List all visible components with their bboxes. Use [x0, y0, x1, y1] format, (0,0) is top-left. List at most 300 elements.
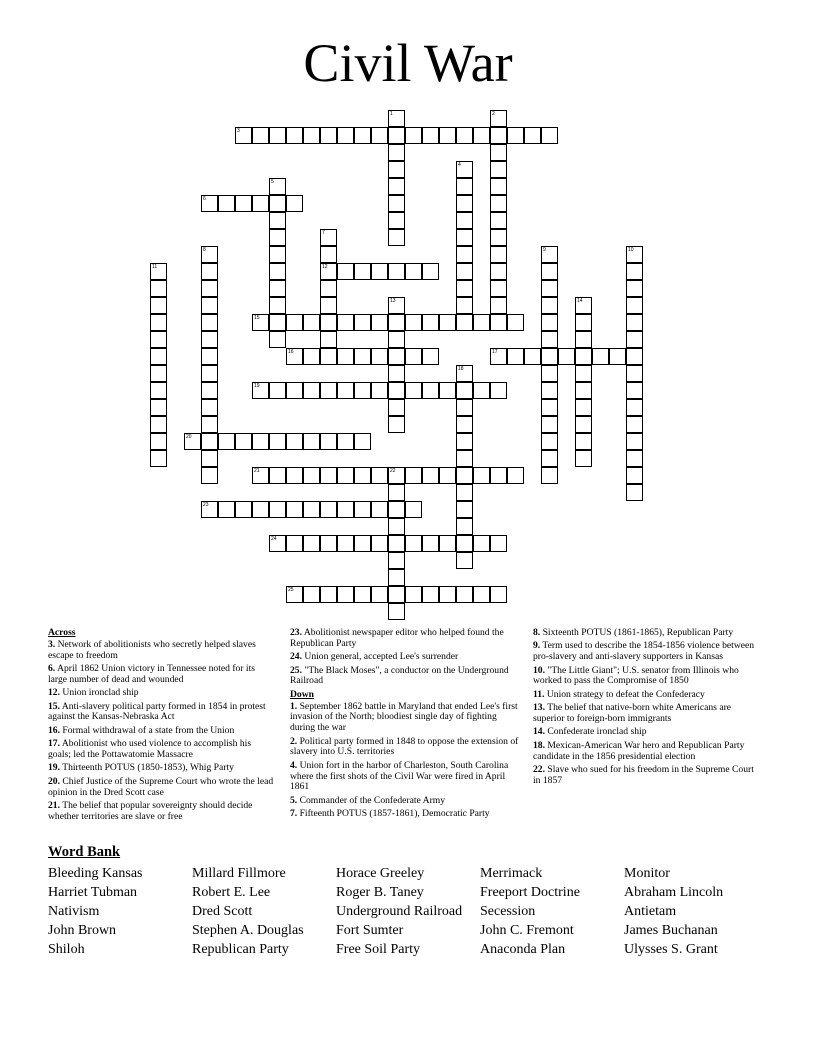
grid-cell[interactable]	[388, 399, 405, 416]
grid-cell[interactable]	[252, 433, 269, 450]
grid-cell[interactable]	[235, 127, 252, 144]
grid-cell[interactable]	[626, 382, 643, 399]
grid-cell[interactable]	[541, 127, 558, 144]
grid-cell[interactable]	[269, 178, 286, 195]
grid-cell[interactable]	[337, 348, 354, 365]
grid-cell[interactable]	[575, 365, 592, 382]
grid-cell[interactable]	[541, 382, 558, 399]
grid-cell[interactable]	[490, 535, 507, 552]
grid-cell[interactable]	[235, 195, 252, 212]
grid-cell[interactable]	[626, 399, 643, 416]
grid-cell[interactable]	[252, 195, 269, 212]
grid-cell[interactable]	[354, 501, 371, 518]
grid-cell[interactable]	[388, 195, 405, 212]
grid-cell[interactable]	[541, 297, 558, 314]
grid-cell[interactable]	[558, 348, 575, 365]
grid-cell[interactable]	[405, 382, 422, 399]
clue-number: 3	[237, 128, 240, 134]
grid-cell[interactable]	[388, 331, 405, 348]
grid-cell[interactable]	[422, 348, 439, 365]
grid-cell[interactable]	[541, 450, 558, 467]
grid-cell[interactable]	[150, 263, 167, 280]
clue-number-label: 12.	[48, 687, 60, 699]
grid-cell[interactable]	[405, 501, 422, 518]
grid-cell[interactable]	[286, 127, 303, 144]
grid-cell[interactable]	[439, 382, 456, 399]
grid-cell[interactable]	[439, 127, 456, 144]
grid-cell[interactable]	[626, 450, 643, 467]
grid-cell[interactable]	[201, 263, 218, 280]
grid-cell[interactable]	[201, 382, 218, 399]
grid-cell[interactable]	[286, 433, 303, 450]
grid-cell[interactable]	[371, 535, 388, 552]
grid-cell[interactable]	[490, 127, 507, 144]
grid-cell[interactable]	[201, 365, 218, 382]
grid-cell[interactable]	[456, 365, 473, 382]
grid-cell[interactable]	[456, 552, 473, 569]
grid-cell[interactable]	[473, 535, 490, 552]
grid-cell[interactable]	[405, 127, 422, 144]
grid-cell[interactable]	[201, 314, 218, 331]
down-header: Down	[290, 688, 314, 700]
grid-cell[interactable]	[575, 416, 592, 433]
grid-cell[interactable]	[354, 127, 371, 144]
grid-cell[interactable]	[150, 433, 167, 450]
grid-cell[interactable]	[320, 127, 337, 144]
grid-cell[interactable]	[422, 535, 439, 552]
grid-cell[interactable]	[439, 535, 456, 552]
grid-cell[interactable]	[337, 467, 354, 484]
grid-cell[interactable]	[388, 552, 405, 569]
grid-cell[interactable]	[201, 331, 218, 348]
grid-cell[interactable]	[371, 127, 388, 144]
grid-cell[interactable]	[201, 416, 218, 433]
grid-cell[interactable]	[388, 518, 405, 535]
grid-cell[interactable]	[371, 501, 388, 518]
grid-cell[interactable]	[405, 348, 422, 365]
grid-cell[interactable]	[303, 382, 320, 399]
clue-number-label: 13.	[533, 702, 545, 714]
grid-cell[interactable]	[252, 501, 269, 518]
grid-cell[interactable]	[320, 382, 337, 399]
grid-cell[interactable]	[388, 569, 405, 586]
grid-cell[interactable]	[473, 467, 490, 484]
clue-number-label: 11.	[533, 688, 545, 700]
clue-number: 15	[254, 315, 260, 321]
grid-cell[interactable]	[507, 314, 524, 331]
clue-text: Confederate ironclad ship	[545, 726, 647, 738]
grid-cell[interactable]	[337, 535, 354, 552]
grid-cell[interactable]	[541, 280, 558, 297]
clue	[533, 703, 763, 725]
grid-cell[interactable]	[371, 263, 388, 280]
grid-cell[interactable]	[473, 586, 490, 603]
grid-cell[interactable]	[422, 467, 439, 484]
grid-cell[interactable]	[405, 586, 422, 603]
grid-cell[interactable]	[388, 161, 405, 178]
grid-cell[interactable]	[405, 263, 422, 280]
grid-cell[interactable]	[507, 127, 524, 144]
grid-cell[interactable]	[354, 263, 371, 280]
grid-cell[interactable]	[626, 314, 643, 331]
grid-cell[interactable]	[575, 348, 592, 365]
clue-number-label: 2.	[290, 735, 298, 747]
clue-number: 9	[543, 247, 546, 253]
grid-cell[interactable]	[269, 229, 286, 246]
grid-cell[interactable]	[150, 297, 167, 314]
grid-cell[interactable]	[456, 229, 473, 246]
grid-cell[interactable]	[201, 433, 218, 450]
grid-cell[interactable]	[490, 212, 507, 229]
grid-cell[interactable]	[541, 331, 558, 348]
grid-cell[interactable]	[575, 314, 592, 331]
grid-cell[interactable]	[201, 501, 218, 518]
grid-cell[interactable]	[456, 467, 473, 484]
grid-cell[interactable]	[388, 467, 405, 484]
grid-cell[interactable]	[320, 501, 337, 518]
grid-cell[interactable]	[269, 246, 286, 263]
grid-cell[interactable]	[405, 314, 422, 331]
grid-cell[interactable]	[575, 433, 592, 450]
clue	[290, 702, 520, 734]
grid-cell[interactable]	[354, 535, 371, 552]
grid-cell[interactable]	[320, 535, 337, 552]
grid-cell[interactable]	[490, 297, 507, 314]
grid-cell[interactable]	[388, 314, 405, 331]
grid-cell[interactable]	[354, 382, 371, 399]
grid-cell[interactable]	[541, 348, 558, 365]
clue	[533, 741, 763, 763]
grid-cell[interactable]	[252, 382, 269, 399]
clue-number: 18	[458, 366, 464, 372]
grid-cell[interactable]	[388, 297, 405, 314]
grid-cell[interactable]	[201, 195, 218, 212]
grid-cell[interactable]	[490, 382, 507, 399]
clues-column-2	[290, 628, 520, 823]
clue-text: Abolitionist who used violence to accomplish his goals; led the Pottawatomie Massacre	[48, 738, 252, 760]
grid-cell[interactable]	[269, 280, 286, 297]
grid-cell[interactable]	[456, 450, 473, 467]
grid-cell[interactable]	[286, 348, 303, 365]
grid-cell[interactable]	[422, 127, 439, 144]
grid-cell[interactable]	[541, 263, 558, 280]
grid-cell[interactable]	[320, 263, 337, 280]
grid-cell[interactable]	[201, 450, 218, 467]
grid-cell[interactable]	[150, 399, 167, 416]
grid-cell[interactable]	[320, 331, 337, 348]
grid-cell[interactable]	[541, 399, 558, 416]
grid-cell[interactable]	[456, 433, 473, 450]
grid-cell[interactable]	[286, 195, 303, 212]
grid-cell[interactable]	[286, 467, 303, 484]
grid-cell[interactable]	[320, 314, 337, 331]
grid-cell[interactable]	[303, 127, 320, 144]
grid-cell[interactable]	[286, 501, 303, 518]
grid-cell[interactable]	[269, 501, 286, 518]
across-clue-list-continued	[290, 628, 520, 687]
grid-cell[interactable]	[388, 535, 405, 552]
grid-cell[interactable]	[371, 382, 388, 399]
grid-cell[interactable]	[422, 314, 439, 331]
grid-cell[interactable]	[269, 195, 286, 212]
grid-cell[interactable]	[626, 433, 643, 450]
grid-cell[interactable]	[456, 212, 473, 229]
grid-cell[interactable]	[490, 246, 507, 263]
grid-cell[interactable]	[388, 178, 405, 195]
grid-cell[interactable]	[269, 297, 286, 314]
grid-cell[interactable]	[371, 348, 388, 365]
clue-number-label: 18.	[533, 739, 545, 751]
grid-cell[interactable]	[320, 348, 337, 365]
grid-cell[interactable]	[303, 586, 320, 603]
grid-cell[interactable]	[337, 501, 354, 518]
grid-cell[interactable]	[354, 467, 371, 484]
grid-cell[interactable]	[269, 467, 286, 484]
grid-cell[interactable]	[626, 348, 643, 365]
grid-cell[interactable]	[456, 195, 473, 212]
grid-cell[interactable]	[473, 382, 490, 399]
clue-number: 14	[577, 298, 583, 304]
grid-cell[interactable]	[541, 467, 558, 484]
grid-cell[interactable]	[456, 518, 473, 535]
grid-cell[interactable]	[592, 348, 609, 365]
grid-cell[interactable]	[388, 484, 405, 501]
grid-cell[interactable]	[456, 314, 473, 331]
grid-cell[interactable]	[575, 382, 592, 399]
grid-cell[interactable]	[541, 416, 558, 433]
grid-cell[interactable]	[150, 314, 167, 331]
grid-cell[interactable]	[456, 280, 473, 297]
grid-cell[interactable]	[490, 467, 507, 484]
grid-cell[interactable]	[490, 263, 507, 280]
grid-cell[interactable]	[575, 297, 592, 314]
grid-cell[interactable]	[320, 297, 337, 314]
grid-cell[interactable]	[439, 314, 456, 331]
grid-cell[interactable]	[252, 467, 269, 484]
grid-cell[interactable]	[201, 348, 218, 365]
clue-number-label: 9.	[533, 640, 541, 652]
grid-cell[interactable]	[456, 161, 473, 178]
grid-cell[interactable]	[575, 450, 592, 467]
grid-cell[interactable]	[388, 586, 405, 603]
grid-cell[interactable]	[337, 127, 354, 144]
grid-cell[interactable]	[303, 314, 320, 331]
grid-cell[interactable]	[354, 433, 371, 450]
grid-cell[interactable]	[150, 382, 167, 399]
grid-cell[interactable]	[422, 263, 439, 280]
grid-cell[interactable]	[371, 586, 388, 603]
grid-cell[interactable]	[626, 467, 643, 484]
grid-cell[interactable]	[626, 365, 643, 382]
grid-cell[interactable]	[269, 331, 286, 348]
grid-cell[interactable]	[286, 314, 303, 331]
grid-cell[interactable]	[235, 433, 252, 450]
grid-cell[interactable]	[201, 399, 218, 416]
grid-cell[interactable]	[150, 450, 167, 467]
grid-cell[interactable]	[269, 535, 286, 552]
grid-cell[interactable]	[337, 314, 354, 331]
clue-number: 24	[271, 536, 277, 542]
grid-cell[interactable]	[269, 212, 286, 229]
grid-cell[interactable]	[388, 365, 405, 382]
grid-cell[interactable]	[388, 212, 405, 229]
grid-cell[interactable]	[269, 382, 286, 399]
grid-cell[interactable]	[490, 144, 507, 161]
grid-cell[interactable]	[150, 280, 167, 297]
grid-cell[interactable]	[354, 314, 371, 331]
grid-cell[interactable]	[541, 365, 558, 382]
grid-cell[interactable]	[252, 314, 269, 331]
grid-cell[interactable]	[456, 586, 473, 603]
grid-cell[interactable]	[354, 348, 371, 365]
clue-number: 5	[271, 179, 274, 185]
clue	[48, 726, 274, 737]
grid-cell[interactable]	[337, 263, 354, 280]
grid-cell[interactable]	[490, 110, 507, 127]
grid-cell[interactable]	[320, 229, 337, 246]
clue-text: Abolitionist newspaper editor who helped found the Republican Party	[290, 627, 504, 649]
grid-cell[interactable]	[490, 314, 507, 331]
word-bank-item: Monitor	[624, 866, 670, 881]
grid-cell[interactable]	[303, 501, 320, 518]
grid-cell[interactable]	[456, 263, 473, 280]
grid-cell[interactable]	[439, 467, 456, 484]
grid-cell[interactable]	[456, 178, 473, 195]
grid-cell[interactable]	[269, 314, 286, 331]
grid-cell[interactable]	[456, 127, 473, 144]
grid-cell[interactable]	[388, 127, 405, 144]
grid-cell[interactable]	[490, 178, 507, 195]
grid-cell[interactable]	[388, 501, 405, 518]
grid-cell[interactable]	[456, 501, 473, 518]
grid-cell[interactable]	[524, 127, 541, 144]
grid-cell[interactable]	[473, 314, 490, 331]
grid-cell[interactable]	[150, 348, 167, 365]
grid-cell[interactable]	[320, 586, 337, 603]
grid-cell[interactable]	[337, 433, 354, 450]
grid-cell[interactable]	[507, 348, 524, 365]
grid-cell[interactable]	[422, 586, 439, 603]
grid-cell[interactable]	[456, 484, 473, 501]
grid-cell[interactable]	[507, 467, 524, 484]
grid-cell[interactable]	[490, 161, 507, 178]
grid-cell[interactable]	[184, 433, 201, 450]
grid-cell[interactable]	[388, 603, 405, 620]
grid-cell[interactable]	[218, 195, 235, 212]
grid-cell[interactable]	[456, 297, 473, 314]
grid-cell[interactable]	[541, 433, 558, 450]
grid-cell[interactable]	[456, 382, 473, 399]
grid-cell[interactable]	[286, 586, 303, 603]
grid-cell[interactable]	[320, 433, 337, 450]
grid-cell[interactable]	[405, 467, 422, 484]
grid-cell[interactable]	[388, 348, 405, 365]
grid-cell[interactable]	[575, 399, 592, 416]
clue	[48, 688, 274, 699]
grid-cell[interactable]	[524, 348, 541, 365]
grid-cell[interactable]	[286, 382, 303, 399]
grid-cell[interactable]	[303, 467, 320, 484]
grid-cell[interactable]	[388, 416, 405, 433]
grid-cell[interactable]	[371, 314, 388, 331]
grid-cell[interactable]	[626, 280, 643, 297]
grid-cell[interactable]	[303, 433, 320, 450]
grid-cell[interactable]	[337, 382, 354, 399]
grid-cell[interactable]	[388, 382, 405, 399]
grid-cell[interactable]	[541, 246, 558, 263]
grid-cell[interactable]	[388, 144, 405, 161]
grid-cell[interactable]	[456, 399, 473, 416]
grid-cell[interactable]	[150, 365, 167, 382]
grid-cell[interactable]	[575, 331, 592, 348]
grid-cell[interactable]	[354, 586, 371, 603]
grid-cell[interactable]	[218, 433, 235, 450]
grid-cell[interactable]	[473, 127, 490, 144]
clue-number-label: 16.	[48, 724, 60, 736]
grid-cell[interactable]	[269, 433, 286, 450]
grid-cell[interactable]	[626, 263, 643, 280]
grid-cell[interactable]	[456, 416, 473, 433]
grid-cell[interactable]	[252, 127, 269, 144]
grid-cell[interactable]	[286, 535, 303, 552]
grid-cell[interactable]	[405, 535, 422, 552]
grid-cell[interactable]	[609, 348, 626, 365]
grid-cell[interactable]	[371, 467, 388, 484]
grid-cell[interactable]	[626, 331, 643, 348]
word-bank-item: Merrimack	[480, 866, 543, 881]
grid-cell[interactable]	[303, 348, 320, 365]
word-bank-item: Ulysses S. Grant	[624, 942, 718, 957]
grid-cell[interactable]	[320, 246, 337, 263]
grid-cell[interactable]	[626, 246, 643, 263]
grid-cell[interactable]	[626, 484, 643, 501]
grid-cell[interactable]	[150, 331, 167, 348]
grid-cell[interactable]	[320, 467, 337, 484]
clue	[533, 690, 763, 701]
grid-cell[interactable]	[490, 229, 507, 246]
grid-cell[interactable]	[337, 586, 354, 603]
grid-cell[interactable]	[218, 501, 235, 518]
grid-cell[interactable]	[456, 246, 473, 263]
grid-cell[interactable]	[303, 535, 320, 552]
grid-cell[interactable]	[388, 229, 405, 246]
grid-cell[interactable]	[626, 297, 643, 314]
grid-cell[interactable]	[388, 110, 405, 127]
grid-cell[interactable]	[388, 263, 405, 280]
grid-cell[interactable]	[626, 416, 643, 433]
grid-cell[interactable]	[490, 348, 507, 365]
grid-cell[interactable]	[490, 195, 507, 212]
word-bank-item: Shiloh	[48, 942, 85, 957]
grid-cell[interactable]	[422, 382, 439, 399]
grid-cell[interactable]	[541, 314, 558, 331]
grid-cell[interactable]	[439, 586, 456, 603]
word-bank-item: Free Soil Party	[336, 942, 420, 957]
grid-cell[interactable]	[201, 467, 218, 484]
grid-cell[interactable]	[320, 280, 337, 297]
grid-cell[interactable]	[201, 246, 218, 263]
grid-cell[interactable]	[269, 127, 286, 144]
grid-cell[interactable]	[201, 297, 218, 314]
grid-cell[interactable]	[490, 280, 507, 297]
grid-cell[interactable]	[490, 586, 507, 603]
clue-number-label: 5.	[290, 794, 298, 806]
grid-cell[interactable]	[456, 535, 473, 552]
grid-cell[interactable]	[269, 263, 286, 280]
grid-cell[interactable]	[150, 416, 167, 433]
grid-cell[interactable]	[235, 501, 252, 518]
grid-cell[interactable]	[201, 280, 218, 297]
